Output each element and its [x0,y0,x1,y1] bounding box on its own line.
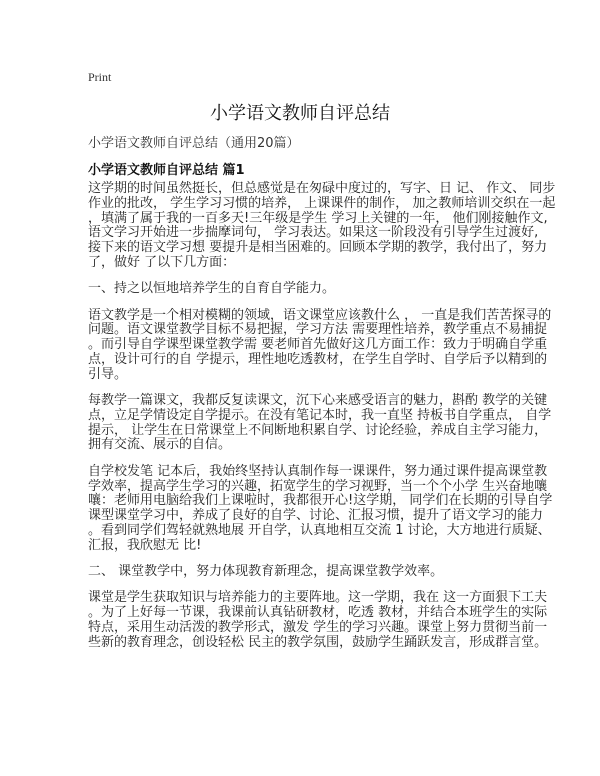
text-line: 了，做好 了以下几方面： [88,254,236,270]
paragraph [88,393,552,453]
paragraph [88,307,552,383]
print-link[interactable]: Print [88,70,112,84]
document-subtitle: 小学语文教师自评总结（通用20篇） [88,136,300,151]
text-line: 。为了上好每一节课，我课前认真钻研教材，吃透 教材，并结合本班学生的实际 [88,605,548,621]
text-line: 。看到同学们驾轻就熟地展 开自学，认真地相互交流 1 讨论，大方地进行质疑、 [88,522,551,538]
paragraph [88,591,548,650]
text-line: 一、持之以恒地培养学生的自育自学能力。 [88,281,336,297]
paragraph [88,181,556,271]
text-line: 每教学一篇课文，我都反复读课文，沉下心来感受语言的魅力，斟酌 教学的关键 [88,393,548,409]
text-line: 问题。语文课堂教学目标不易把握，学习方法 需要理性培养，教学重点不易捕捉 [88,322,548,338]
text-line: 语文教学是一个相对模糊的领域，语文课堂应该教什么 ， 一直是我们苦苦探寻的 [88,307,552,323]
text-line: 作业的批改， 学生学习习惯的培养， 上课课件的制作， 加之教师培训交织在一起 [88,195,556,211]
text-line: 这学期的时间虽然挺长，但总感觉是在匆碌中度过的，写字、日 记、 作文、 同步 [88,181,556,196]
section-heading: 小学语文教师自评总结 篇1 [88,163,245,178]
section-subheading [88,282,548,297]
text-line: 自学校发笔 记本后，我始终坚持认真制作每一课课件，努力通过课件提高课堂教 [88,463,548,479]
text-line: 引导。 [88,366,128,382]
text-line: 二、 课堂教学中，努力体现教育新理念，提高课堂教学效率。 [88,564,444,580]
text-line: 学效率，提高学生学习的兴趣，拓宽学生的学习视野，当一个个小学 生兴奋地嚷 [88,478,548,494]
text-line: 点，设计可行的自 学提示，理性地吃透教材，在学生自学时、自学后予以精到的 [88,351,548,367]
text-line: 。而引导自学课型课堂教学需 要老师首先做好这几方面工作：致力于明确自学重 [88,337,548,353]
text-line: 拥有交流、展示的自信。 [88,437,232,453]
section-subheading [88,565,548,580]
text-line: 接下来的语文学习想 要提升是相当困难的。回顾本学期的教学，我付出了，努力 [88,240,548,256]
paragraph [88,463,553,554]
text-line: 课型课堂学习中，养成了良好的自学、讨论、汇报习惯，提升了语文学习的能力 [88,508,544,524]
text-line: 语文学习开始进一步揣摩词句， 学习表达。如果这一阶段没有引导学生过渡好, [88,225,539,241]
text-line: 嚷：老师用电脑给我们上课啦时，我都很开心!这学期， 同学们在长期的引导自学 [88,493,553,509]
text-line: 汇报，我欣慰无 比! [88,537,202,553]
text-line: 些新的教育理念，创设轻松 民主的教学氛围，鼓励学生踊跃发言，形成群言堂。 [88,634,548,650]
page-title: 小学语文教师自评总结 [210,103,390,124]
text-line: 课堂是学生获取知识与培养能力的主要阵地。这一学期，我在 这一方面狠下工夫 [88,590,548,606]
document-body [88,181,556,662]
text-line: 特点，采用生动活泼的教学形式，激发 学生的学习兴趣。课堂上努力贯彻当前一 [88,619,548,635]
text-line: ，填满了属于我的一百多天!三年级是学生 学习上关键的一年， 他们刚接触作文, [88,210,548,226]
text-line: 提示， 让学生在日常课堂上不间断地积累自学、讨论经验，养成自主学习能力， [88,422,548,438]
text-line: 点，立足学情设定自学提示。在没有笔记本时，我一直坚 持板书自学重点， 自学 [88,407,552,423]
